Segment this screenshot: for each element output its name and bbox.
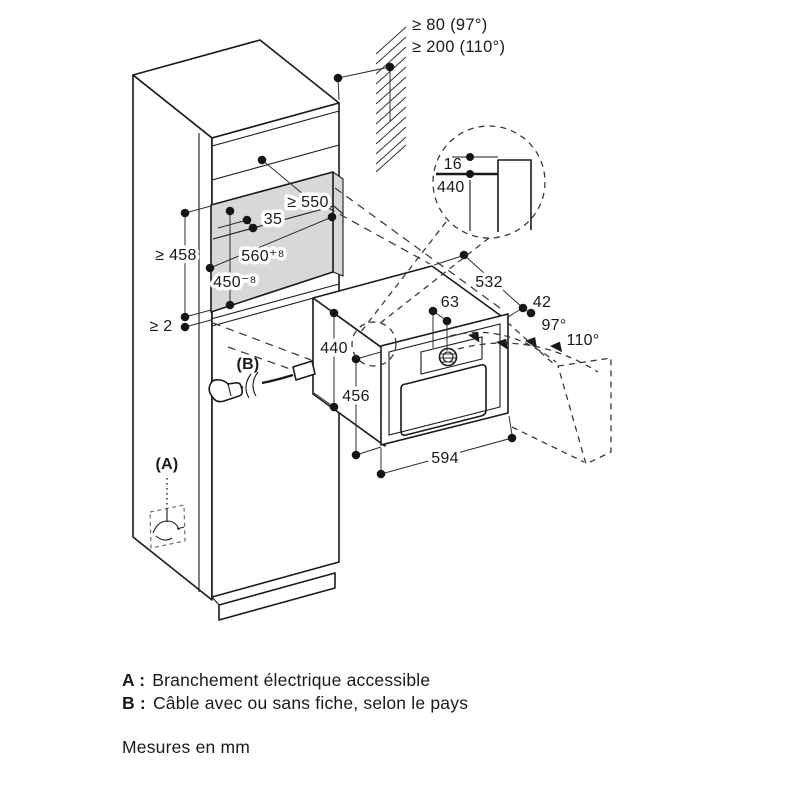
oven-body-height-label: 440 (320, 340, 348, 357)
door-angle-large-label: 110° (566, 332, 600, 349)
wall-hatch-icon (376, 27, 406, 172)
oven-knob-icon (440, 349, 457, 366)
niche-width-label: 560⁺⁸ (241, 248, 285, 265)
cabinet-left-face (133, 75, 212, 600)
front-offset-label: 42 (532, 294, 552, 311)
wall-clearance-label-1: ≥ 80 (97°) (412, 16, 488, 34)
wall-clearance-label-2: ≥ 200 (110°) (412, 38, 506, 56)
legend-b-text: Câble avec ou sans fiche, selon le pays (152, 693, 469, 713)
callout-a-label: (A) (155, 456, 179, 473)
legend-line-a (122, 670, 430, 690)
oven-front-height-label: 456 (342, 388, 370, 405)
legend-a-text: Branchement électrique accessible (152, 670, 431, 690)
control-offset-label: 63 (440, 294, 460, 311)
swing-arrowhead-icon (524, 335, 539, 347)
niche-top-clearance-label: 35 (263, 211, 283, 228)
compartment-height-label: ≥ 458 (155, 247, 197, 264)
bottom-gap-label: ≥ 2 (149, 318, 173, 335)
detail-height-label: 440 (437, 179, 465, 196)
oven-width-label: 594 (431, 450, 459, 467)
niche-depth-label: ≥ 550 (287, 194, 329, 211)
callout-b-label: (B) (236, 356, 260, 373)
door-angle-small-label: 97° (541, 317, 567, 334)
legend-b-key: B : (122, 693, 146, 713)
niche-height-label: 450⁻⁸ (213, 274, 257, 291)
detail-lip-label: 16 (443, 156, 462, 173)
oven-depth-label: 532 (475, 274, 503, 291)
swing-arrowhead-icon (549, 340, 564, 352)
units-note: Mesures en mm (122, 737, 251, 757)
legend-a-key: A : (122, 670, 146, 690)
legend-line-b (122, 693, 468, 713)
dim-wall-clearance (334, 63, 395, 122)
legend (122, 670, 468, 757)
